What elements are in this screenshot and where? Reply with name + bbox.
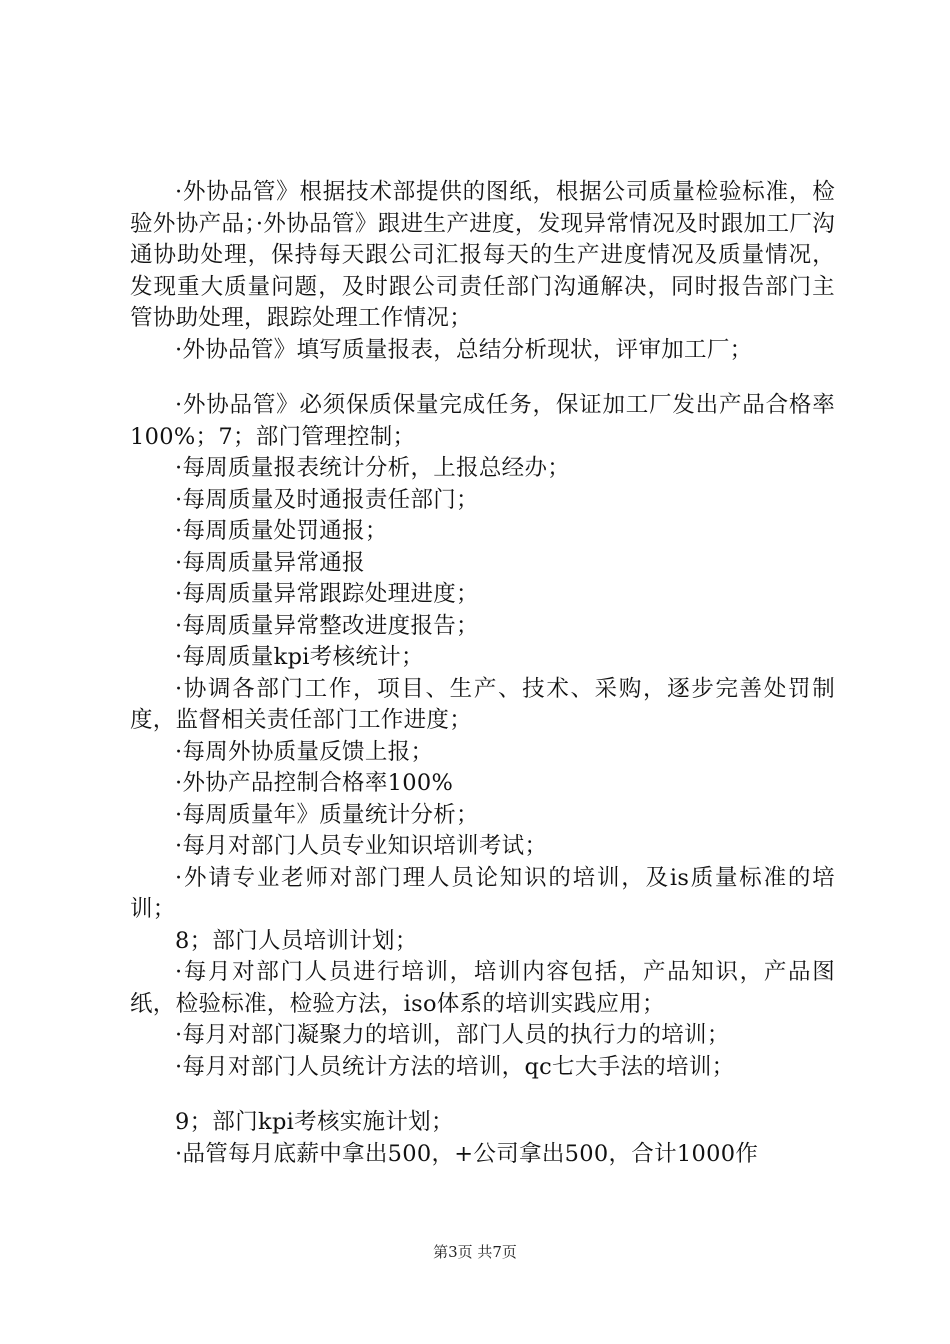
list-item: ·每周质量处罚通报；: [175, 518, 388, 544]
page-number-footer: 第3页 共7页: [433, 1243, 517, 1261]
list-item: ·每月对部门人员统计方法的培训，qc七大手法的培训；: [175, 1053, 735, 1080]
section-heading-kpi-plan: 9；部门kpi考核实施计划；: [175, 1109, 454, 1135]
list-item: ·每周质量异常整改进度报告；: [175, 612, 479, 639]
list-item: ·每周质量及时通报责任部门；: [175, 486, 479, 513]
list-item: ·外请专业老师对部门理人员论知识的培训，及is质量标准的培训；: [130, 864, 835, 922]
list-item: ·外协产品控制合格率100%: [175, 770, 454, 796]
list-item: ·协调各部门工作，项目、生产、技术、采购，逐步完善处罚制度，监督相关责任部门工作进度；: [130, 675, 835, 733]
paragraph-outsourcing-inspection: ·外协品管》根据技术部提供的图纸，根据公司质量检验标准，检验外协产品；·外协品管》跟进生产进度，发现异常情况及时跟加工厂沟通协助处理，保持每天跟公司汇报每天的生产进度情况及质量情况，发现重大质量问题，及时跟公司责任部门沟通解决，同时报告部门主管协助处理，跟踪处理工作情况；: [130, 179, 835, 331]
list-item: ·每周外协质量反馈上报；: [175, 738, 434, 765]
list-item: ·每周质量异常跟踪处理进度；: [175, 581, 479, 607]
paragraph-quality-report: ·外协品管》填写质量报表，总结分析现状，评审加工厂；: [175, 336, 753, 363]
list-item: ·每月对部门凝聚力的培训，部门人员的执行力的培训；: [175, 1022, 730, 1048]
list-item: ·每周质量报表统计分析，上报总经办；: [175, 455, 571, 481]
list-item: ·每周质量年》质量统计分析；: [175, 801, 479, 828]
list-item: ·每周质量异常通报: [175, 549, 365, 576]
list-item: ·品管每月底薪中拿出500，+公司拿出500，合计1000作: [175, 1140, 759, 1167]
section-heading-training-plan: 8；部门人员培训计划；: [175, 927, 418, 954]
list-item: ·每月对部门人员专业知识培训考试；: [175, 833, 548, 859]
list-item: ·每月对部门人员进行培训，培训内容包括，产品知识，产品图纸，检验标准，检验方法，iso体系的培训实践应用；: [130, 959, 835, 1017]
list-item: ·每周质量kpi考核统计；: [175, 644, 424, 670]
document-body: [130, 177, 835, 1170]
paragraph-pass-rate: ·外协品管》必须保质保量完成任务，保证加工厂发出产品合格率100%；7；部门管理控制；: [130, 392, 835, 450]
